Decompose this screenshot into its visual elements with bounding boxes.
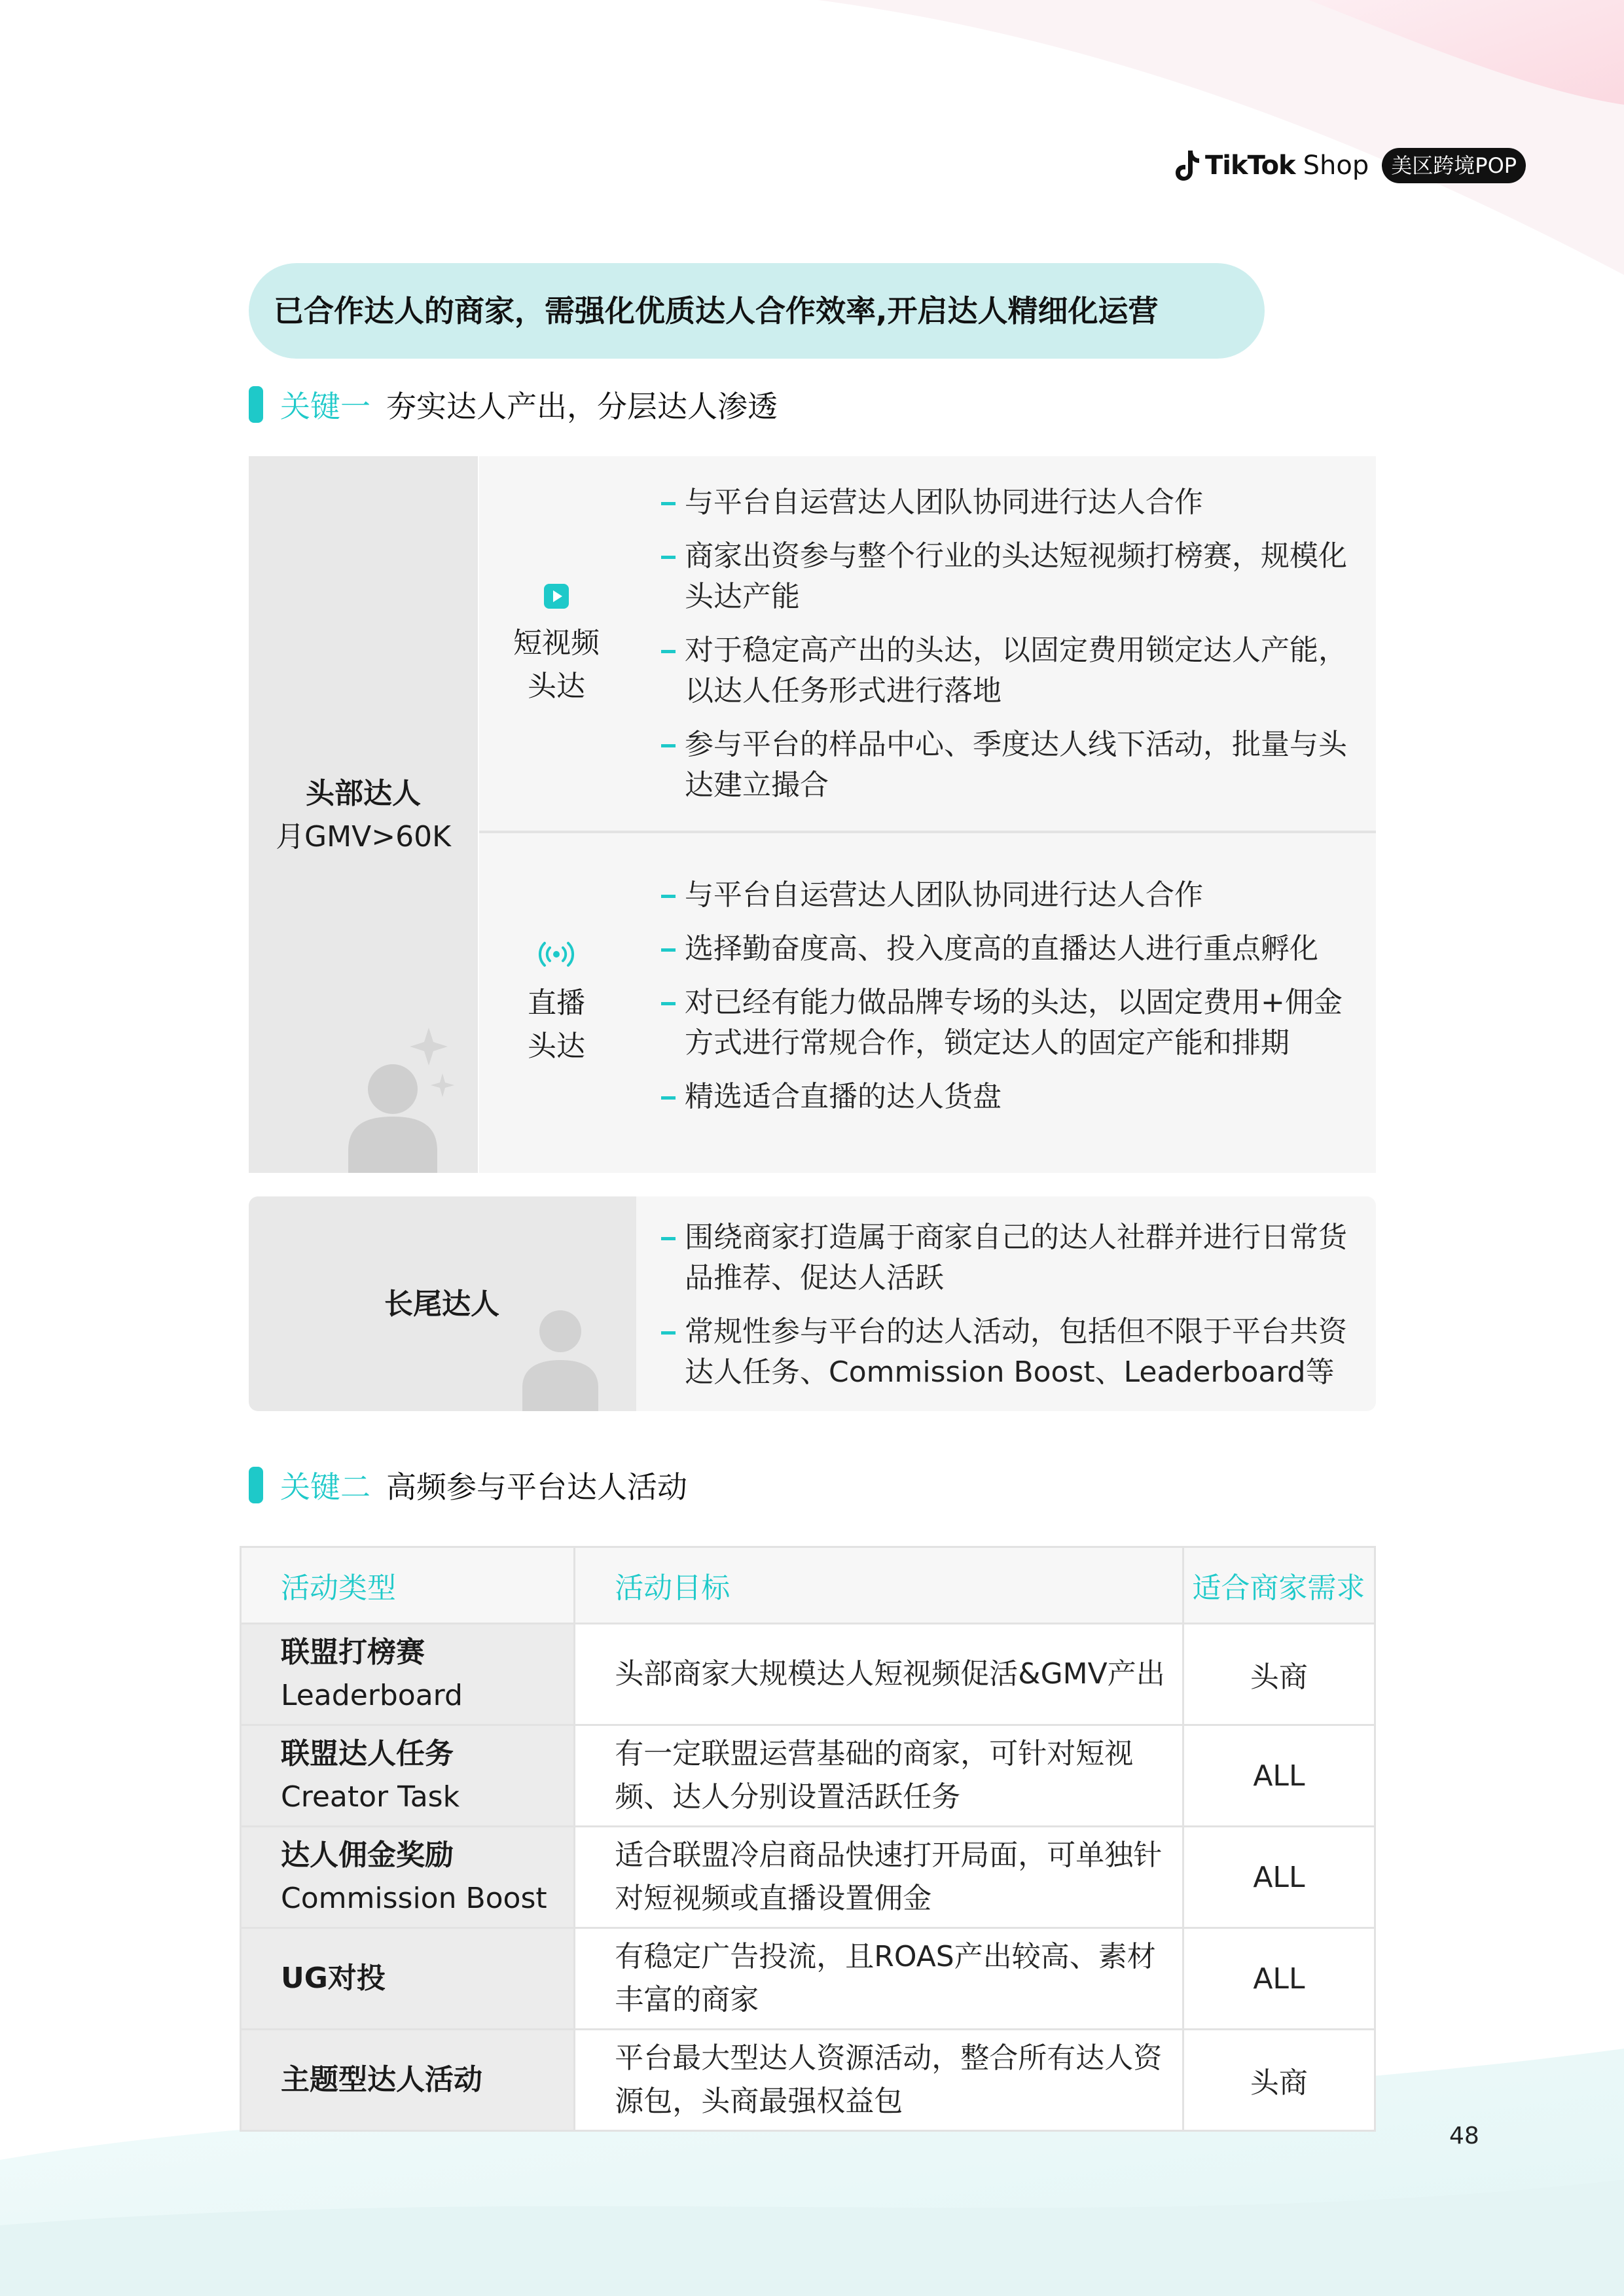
bullet-text: 精选适合直播的达人货盘	[685, 1080, 1001, 1113]
brand-suffix: Shop	[1303, 151, 1369, 181]
merchant-fit: ALL	[1183, 1928, 1375, 2030]
long-tail-bullets	[661, 1217, 1355, 1406]
bullet-text: 选择勤奋度高、投入度高的直播达人进行重点孵化	[685, 932, 1318, 965]
list-item	[661, 536, 1355, 617]
bullet-text: 与平台自运营达人团队协同进行达人合作	[685, 486, 1203, 519]
activity-goal: 适合联盟冷启商品快速打开局面，可单独针对短视频或直播设置佣金	[575, 1827, 1183, 1928]
merchant-fit: 头商	[1183, 2030, 1375, 2131]
table-row	[241, 2030, 1375, 2131]
activity-name-en: Commission Boost	[281, 1882, 547, 1915]
bullet-text: 商家出资参与整个行业的头达短视频打榜赛，规模化头达产能	[685, 539, 1347, 613]
list-item	[661, 875, 1355, 916]
section-title: 高频参与平台达人活动	[386, 1469, 687, 1505]
bullet-dash	[661, 948, 676, 952]
head-creator-threshold: 月GMV>60K	[276, 820, 451, 853]
list-item	[661, 1217, 1355, 1299]
region-badge: 美区跨境POP	[1382, 148, 1526, 183]
activity-type-cell	[241, 1725, 575, 1827]
table-row	[241, 1624, 1375, 1725]
table-header-row	[241, 1547, 1375, 1624]
brand-header	[1175, 145, 1526, 186]
short-video-label	[479, 622, 634, 708]
section-heading-2	[249, 1462, 687, 1508]
list-item	[661, 482, 1355, 523]
merchant-fit: ALL	[1183, 1827, 1375, 1928]
short-video-label-line1: 短视频	[513, 626, 600, 660]
bullet-text: 与平台自运营达人团队协同进行达人合作	[685, 878, 1203, 912]
activity-name: 联盟达人任务	[281, 1737, 454, 1770]
activity-type-cell	[241, 1624, 575, 1725]
bullet-dash	[661, 1002, 676, 1005]
bullet-dash	[661, 502, 676, 505]
list-item	[661, 929, 1355, 969]
column-header: 活动类型	[241, 1547, 575, 1624]
activity-goal: 有稳定广告投流，且ROAS产出较高、素材丰富的商家	[575, 1928, 1183, 2030]
column-header: 活动目标	[575, 1547, 1183, 1624]
head-creator-label-group	[249, 772, 478, 859]
bullet-dash	[661, 1331, 676, 1335]
list-item	[661, 1077, 1355, 1117]
long-tail-label: 长尾达人	[384, 1287, 499, 1321]
creator-avatar-icon	[521, 1306, 600, 1411]
head-creator-label: 头部达人	[306, 777, 421, 810]
list-item	[661, 982, 1355, 1064]
merchant-fit: ALL	[1183, 1725, 1375, 1827]
table-row	[241, 1928, 1375, 2030]
section-key: 关键二	[280, 1469, 370, 1505]
table-row	[241, 1725, 1375, 1827]
section-marker	[249, 386, 263, 423]
section-key: 关键一	[280, 389, 370, 424]
creator-avatar-icon	[347, 1026, 465, 1173]
bullet-dash	[661, 1237, 676, 1240]
list-item	[661, 1312, 1355, 1393]
activity-type-cell	[241, 1928, 575, 2030]
bullet-dash	[661, 556, 676, 559]
section-heading-1	[249, 382, 778, 427]
activity-type-cell	[241, 1827, 575, 1928]
list-item	[661, 630, 1355, 711]
list-item	[661, 725, 1355, 806]
activity-goal: 平台最大型达人资源活动，整合所有达人资源包，头商最强权益包	[575, 2030, 1183, 2131]
activity-goal: 有一定联盟运营基础的商家，可针对短视频、达人分别设置活跃任务	[575, 1725, 1183, 1827]
tiktok-logo-icon	[1175, 149, 1200, 182]
brand-name: TikTok	[1205, 151, 1295, 181]
activity-name: UG对投	[281, 1962, 386, 1995]
short-video-bullets	[661, 482, 1355, 819]
activity-name: 达人佣金奖励	[281, 1839, 454, 1872]
bullet-dash	[661, 895, 676, 898]
banner: 已合作达人的商家，需强化优质达人合作效率,开启达人精细化运营	[249, 263, 1265, 359]
live-label-line2: 头达	[528, 1030, 585, 1063]
activity-table	[240, 1546, 1376, 2132]
section-title: 夯实达人产出，分层达人渗透	[386, 389, 778, 424]
bullet-text: 对已经有能力做品牌专场的头达，以固定费用+佣金方式进行常规合作，锁定达人的固定产能和排期	[685, 986, 1343, 1060]
activity-goal: 头部商家大规模达人短视频促活&GMV产出	[575, 1624, 1183, 1725]
play-icon	[543, 583, 569, 609]
activity-name-en: Creator Task	[281, 1780, 460, 1814]
activity-type-cell	[241, 2030, 575, 2131]
short-video-label-line2: 头达	[528, 670, 585, 703]
bullet-text: 围绕商家打造属于商家自己的达人社群并进行日常货品推荐、促达人活跃	[685, 1221, 1347, 1295]
section-marker	[249, 1467, 263, 1503]
merchant-fit: 头商	[1183, 1624, 1375, 1725]
column-header: 适合商家需求	[1183, 1547, 1375, 1624]
live-label-line1: 直播	[528, 986, 585, 1020]
activity-name: 主题型达人活动	[281, 2063, 482, 2096]
bullet-dash	[661, 1096, 676, 1100]
bullet-text: 参与平台的样品中心、季度达人线下活动，批量与头达建立撮合	[685, 728, 1347, 802]
bullet-text: 常规性参与平台的达人活动，包括但不限于平台共资达人任务、Commission Boost、Leaderboard等	[685, 1315, 1347, 1389]
table-row	[241, 1827, 1375, 1928]
page-number: 48	[1449, 2123, 1479, 2149]
live-broadcast-icon	[538, 940, 575, 969]
activity-name: 联盟打榜赛	[281, 1636, 425, 1669]
bullet-text: 对于稳定高产出的头达，以固定费用锁定达人产能，以达人任务形式进行落地	[685, 634, 1347, 708]
bullet-dash	[661, 650, 676, 653]
bullet-dash	[661, 744, 676, 747]
live-bullets	[661, 875, 1355, 1130]
live-label	[479, 982, 634, 1068]
activity-name-en: Leaderboard	[281, 1679, 463, 1712]
